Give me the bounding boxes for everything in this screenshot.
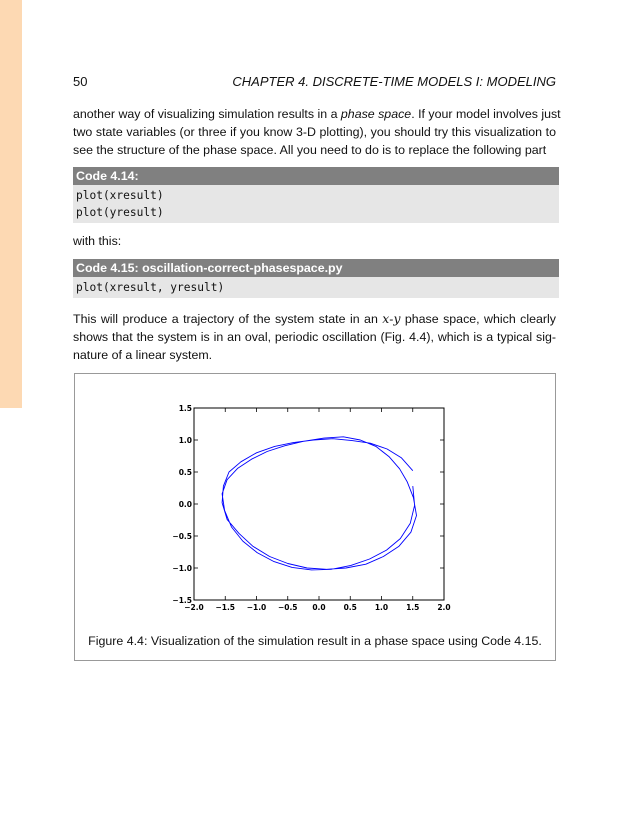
running-head: CHAPTER 4. DISCRETE-TIME MODELS I: MODELING <box>232 74 556 89</box>
x-tick-label: 0.0 <box>312 603 326 612</box>
code-block-4-14 <box>73 185 559 223</box>
y-tick-label: 1.5 <box>178 404 192 413</box>
page-number: 50 <box>73 74 88 89</box>
paragraph-trajectory <box>73 310 556 364</box>
y-tick-label: −0.5 <box>172 532 192 541</box>
x-tick-label: −1.0 <box>246 603 267 612</box>
x-tick-label: −1.5 <box>215 603 236 612</box>
code-line: plot(xresult) <box>76 189 164 202</box>
figure-caption: Figure 4.4: Visualization of the simulation result in a phase space using Code 4.15. <box>88 634 542 648</box>
paragraph-line: nature of a linear system. <box>73 348 213 362</box>
code-line: plot(xresult, yresult) <box>76 281 225 294</box>
plot-axes-frame <box>194 408 444 600</box>
paragraph-phase-space-intro <box>73 105 561 159</box>
paragraph-line: another way of visualizing simulation results in a phase space. If your model involves just <box>73 107 561 121</box>
emphasis-phase-space: phase space <box>340 107 412 121</box>
y-tick-label: 1.0 <box>178 436 192 445</box>
code-block-4-15 <box>73 277 559 298</box>
x-tick-label: −2.0 <box>184 603 204 612</box>
trajectory-line <box>222 437 416 570</box>
math-x: x <box>382 311 390 326</box>
paragraph-line: see the structure of the phase space. All you need to do is to replace the following part <box>73 143 547 157</box>
paragraph-with-this <box>73 232 556 250</box>
y-tick-label: −1.5 <box>172 596 192 605</box>
paragraph-line: This will produce a trajectory of the system state in an x-y phase space, which clearly <box>73 311 556 326</box>
x-tick-label: −0.5 <box>277 603 298 612</box>
page-side-strip <box>0 0 22 408</box>
code-title-4-14: Code 4.14: <box>73 167 559 185</box>
y-tick-label: 0.0 <box>178 500 192 509</box>
code-title-4-15: Code 4.15: oscillation-correct-phasespace.py <box>73 259 559 277</box>
x-tick-label: 2.0 <box>437 603 451 612</box>
x-tick-label: 1.5 <box>406 603 420 612</box>
paragraph-line: with this: <box>73 234 122 248</box>
paragraph-line: shows that the system is in an oval, periodic oscillation (Fig. 4.4), which is a typical sig- <box>73 330 556 344</box>
y-tick-label: 0.5 <box>178 468 192 477</box>
paragraph-line: two state variables (or three if you know 3-D plotting), you should try this visualization to <box>73 125 556 139</box>
code-line: plot(yresult) <box>76 206 164 219</box>
x-tick-label: 1.0 <box>374 603 389 612</box>
math-y: y <box>393 311 401 326</box>
phase-space-plot <box>172 398 452 613</box>
x-tick-label: 0.5 <box>343 603 357 612</box>
y-tick-label: −1.0 <box>172 564 192 573</box>
